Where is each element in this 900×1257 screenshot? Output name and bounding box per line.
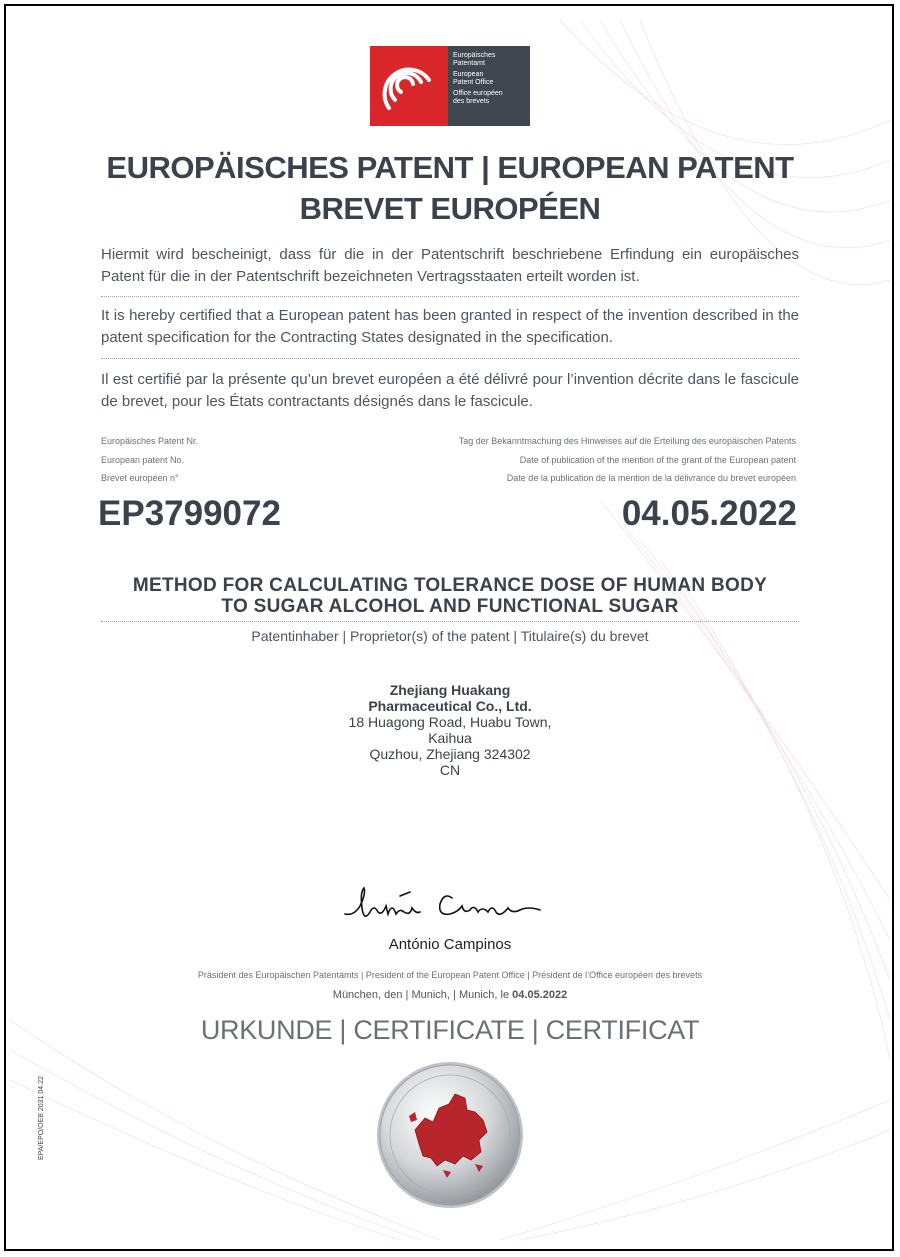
signatory-name: António Campinos xyxy=(388,936,512,953)
invention-title-line2: TO SUGAR ALCOHOL AND FUNCTIONAL SUGAR xyxy=(221,596,679,617)
signature-image xyxy=(340,882,550,932)
statement-english: It is hereby certified that a European patent has been granted in respect of the invention described in the patent specification for the Contracting States designated in the specification. xyxy=(101,307,799,346)
publication-date: 04.05.2022 xyxy=(621,494,797,533)
divider xyxy=(101,358,799,359)
patent-no-label-en: European patent No. xyxy=(101,455,185,465)
patent-no-label-de: Europäisches Patent Nr. xyxy=(101,436,199,446)
signing-place-date xyxy=(0,989,900,1001)
statement-german: Hiermit wird bescheinigt, dass für die in der Patentschrift beschriebene Erfindung ein europäisches Patent für die in der Patentschrift bezeichneten Vertragsstaaten erteilt worden ist. xyxy=(101,246,799,285)
date-label-de: Tag der Bekanntmachung des Hinweises auf die Erteilung des europäischen Patents xyxy=(458,436,796,446)
patent-number: EP3799072 xyxy=(98,494,281,533)
epo-logo-icon xyxy=(379,56,439,116)
signing-date: 04.05.2022 xyxy=(512,989,568,1001)
statement-french: Il est certifié par la présente qu’un brevet européen a été délivré pour l’invention décrite dans le fascicule de brevet, pour les États contractants désignés dans le fascicule. xyxy=(101,371,799,410)
epo-logo-text: Europäisches Patentamt European Patent Office Office européen des brevets xyxy=(448,46,530,126)
epo-logo-mark xyxy=(370,46,448,126)
proprietor-address-line2: Kaihua xyxy=(428,730,472,746)
proprietor-name-line1: Zhejiang Huakang xyxy=(389,682,511,698)
certificate-heading: URKUNDE | CERTIFICATE | CERTIFICAT xyxy=(200,1015,700,1045)
signing-place: München, den | Munich, | Munich, le xyxy=(332,989,510,1001)
signatory-title: Präsident des Europäischen Patentamts | President of the European Patent Office | Président de l’Office européen des brevets xyxy=(197,970,703,980)
divider xyxy=(101,296,799,297)
epo-logo xyxy=(370,46,530,126)
seal-icon xyxy=(375,1060,525,1210)
proprietor-label: Patentinhaber | Proprietor(s) of the patent | Titulaire(s) du brevet xyxy=(251,628,649,644)
patent-no-label-fr: Brevet européen n° xyxy=(101,473,179,483)
form-code: EPA/EPO/OEB 2031 04.22 xyxy=(38,1076,45,1160)
divider xyxy=(101,621,799,622)
main-title-line1: EUROPÄISCHES PATENT | EUROPEAN PATENT xyxy=(106,150,794,185)
proprietor-address-line3: Quzhou, Zhejiang 324302 xyxy=(369,746,531,762)
date-label-fr: Date de la publication de la mention de la délivrance du brevet européen xyxy=(506,473,796,483)
date-label-en: Date of publication of the mention of the grant of the European patent xyxy=(519,455,796,465)
proprietor-address-line1: 18 Huagong Road, Huabu Town, xyxy=(348,714,552,730)
proprietor-country: CN xyxy=(439,762,461,778)
main-title-line2: BREVET EUROPÉEN xyxy=(299,191,601,226)
proprietor-block xyxy=(0,682,900,778)
invention-title-line1: METHOD FOR CALCULATING TOLERANCE DOSE OF HUMAN BODY xyxy=(132,575,768,596)
proprietor-name-line2: Pharmaceutical Co., Ltd. xyxy=(368,698,532,714)
